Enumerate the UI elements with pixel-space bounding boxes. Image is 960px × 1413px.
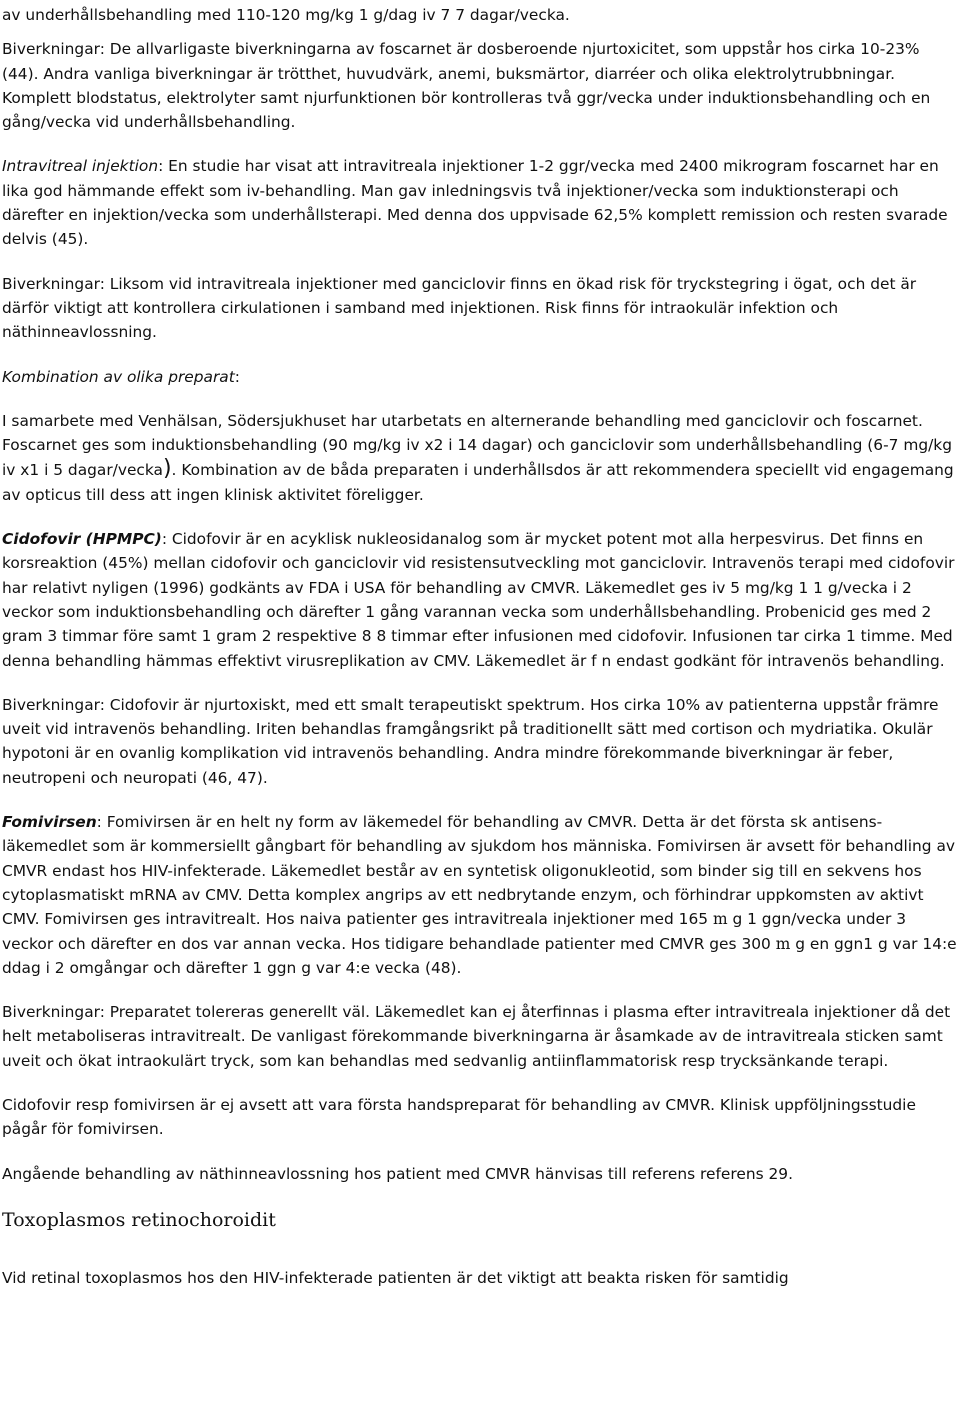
paragraph-combination-heading (2, 365, 958, 389)
document-page (2, 3, 958, 1310)
paragraph-foscarnet-side-effects: Biverkningar: De allvarligaste biverkningarna av foscarnet är dosberoende njurtoxicitet, som uppstår hos cirka 10-23% (44). Andra vanliga biverkningar är trötthet, huvudvärk, anemi, buksmärtor, diarréer och olika elektrolytrubbningar. Komplett blodstatus, elektrolyter samt njurfunktionen bör kontrolleras två ggr/vecka under induktionsbehandling och en gång/vecka vid underhållsbehandling. (2, 40, 931, 132)
combination-text-b: . Kombination av de båda preparaten i underhållsdos är att rekommendera speciellt vid engagemang av opticus till dess att ingen klinisk aktivitet föreligger. (2, 461, 954, 504)
paragraph-cidofovir (2, 527, 958, 673)
paragraph-intravitreal-injection (2, 154, 958, 251)
cidofovir-text: : Cidofovir är en acyklisk nukleosidanalog som är mycket potent mot alla herpesvirus. Det finns en korsreaktion (45%) mellan cidofovir och ganciclovir vid resistensutveckling mot ganciclovir. Intravenös terapi med cidofovir har relativt nyligen (1996) godkänts av FDA i USA för behandling av CMVR. Läkemedlet ges iv 5 mg/kg 1 1 g/vecka i 2 veckor som induktionsbehandling och därefter 1 gång varannan vecka som underhållsbehandling. Probenicid ges med 2 gram 3 timmar före samt 1 gram 2 respektive 8 8 timmar efter infusionen med cidofovir. Infusionen tar cirka 1 timme. Med denna behandling hämmas effektivt virusreplikation av CMV. Läkemedlet är f n endast godkänt för intravenös behandling. (2, 530, 955, 670)
section-heading-toxoplasmosis: Toxoplasmos retinochoroidit (2, 1208, 276, 1231)
combination-colon: : (234, 367, 240, 386)
intravitreal-text: : En studie har visat att intravitreala injektioner 1-2 ggr/vecka med 2400 mikrogram foscarnet har en lika god hämmande effekt som iv-behandling. Man gav inledningsvis två injektioner/vecka som induktionsterapi och därefter en injektion/vecka som underhållsterapi. Med denna dos uppvisade 62,5% komplett remission och resten svarade delvis (45). (2, 157, 948, 249)
combination-text-a: I samarbete med Venhälsan, Södersjukhuset har utarbetats en alternerande behandling med ganciclovir och foscarnet. Foscarnet ges som induktionsbehandling (90 mg/kg iv x2 i 14 dagar) och ganciclovir som underhållsbehandling (6-7 mg/kg iv x1 i 5 dagar/vecka (2, 411, 952, 480)
paragraph-intravitreal-side-effects: Biverkningar: Liksom vid intravitreala injektioner med ganciclovir finns en ökad risk för tryckstegring i ögat, och det är därför viktigt att kontrollera cirkulationen i samband med injektionen. Risk finns för intraokulär infektion och näthinneavlossning. (2, 274, 917, 342)
cidofovir-label: Cidofovir (HPMPC) (2, 530, 162, 549)
paragraph-fomivirsen-side-effects: Biverkningar: Preparatet tolereras generellt väl. Läkemedlet kan ej återfinnas i plasma efter intravitreala injektioner då det helt metaboliseras intravitrealt. De vanligast förekommande biverkningarna är åsamkade av de intravitreala sticken samt uveit och ökat intraokulärt tryck, som kan behandlas med sedvanlig antiinflammatorisk resp trycksänkande terapi. (2, 1003, 951, 1070)
fomivirsen-text-a: : Fomivirsen är en helt ny form av läkemedel för behandling av CMVR. Detta är det första sk antisens-läkemedlet som är kommersiellt gångbart för behandling av sjukdom hos människa. Fomivirsen är avsett för behandling av CMVR endast hos HIV-infekterade. Läkemedlet består av en syntetisk oligonukleotid, som binder sig till en sekvens hos cytoplasmatiskt mRNA av CMV. Detta komplex angrips av ett nedbrytande enzym, och förhindrar uppkomsten av aktivt CMV. Fomivirsen ges intravitrealt. Hos naiva patienter ges intravitreala injektioner med 165 (2, 813, 955, 929)
paragraph-retinal-detachment: Angående behandling av näthinneavlossning hos patient med CMVR hänvisas till referens referens 29. (2, 1164, 793, 1183)
paragraph-cidofovir-side-effects: Biverkningar: Cidofovir är njurtoxiskt, med ett smalt terapeutiskt spektrum. Hos cirka 10% av patienterna uppstår främre uveit vid intravenös behandling. Iriten behandlas framgångsrikt på traditionellt sätt med cortison och mydriatika. Okulär hypotoni är en ovanlig komplikation vid intravenös behandling. Andra mindre förekommande biverkningar är feber, neutropeni och neuropati (46, 47). (2, 695, 939, 787)
fomivirsen-text-b: g 1 ggn/vecka under 3 veckor och därefter en dos var annan vecka. Hos tidigare behandlade patienter med CMVR ges 300 (2, 910, 907, 953)
fomivirsen-label: Fomivirsen (2, 813, 97, 832)
paragraph-not-first-line: Cidofovir resp fomivirsen är ej avsett att vara första handspreparat för behandling av CMVR. Klinisk uppföljningsstudie pågår för fomivirsen. (2, 1095, 916, 1139)
paragraph-fomivirsen (2, 810, 958, 980)
intravitreal-label: Intravitreal injektion (2, 157, 159, 176)
paragraph-toxoplasmosis: Vid retinal toxoplasmos hos den HIV-infekterade patienten är det viktigt att beakta risken för samtidig (2, 1268, 789, 1287)
micro-symbol-1: m (712, 910, 728, 929)
combination-paren: ) (162, 456, 172, 482)
combination-label: Kombination av olika preparat (2, 367, 235, 386)
paragraph-dosage-continuation: av underhållsbehandling med 110-120 mg/kg 1 g/dag iv 7 7 dagar/vecka. (2, 6, 570, 24)
fomivirsen-text-c: g en ggn1 g var 14:e ddag i 2 omgångar och därefter 1 ggn g var 4:e vecka (48). (2, 934, 957, 977)
paragraph-combination-text (2, 409, 958, 507)
micro-symbol-2: m (775, 934, 791, 953)
